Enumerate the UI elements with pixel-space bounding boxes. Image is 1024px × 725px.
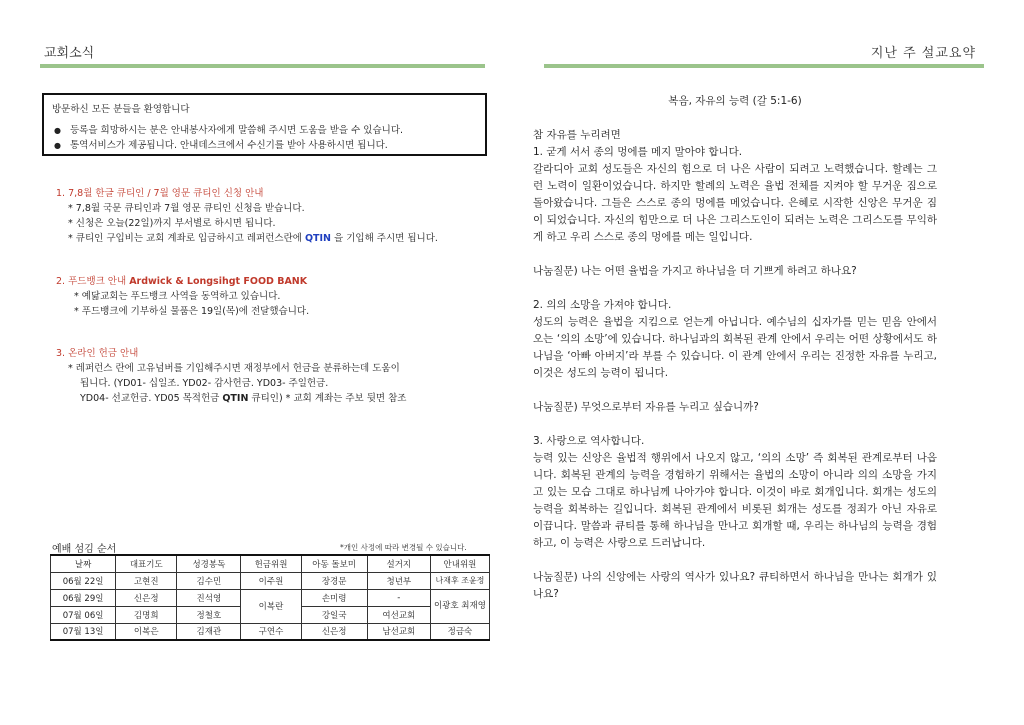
header-rule-left [40,64,485,68]
schedule-cell: 신은정 [116,589,177,606]
schedule-row [51,572,490,589]
schedule-cell: 07월 06일 [51,606,116,623]
schedule-note: *개인 사정에 따라 변경될 수 있습니다. [340,543,467,552]
sermon-section-heading: 2. 의의 소망을 가져야 합니다. [533,299,672,311]
header-right-title: 지난 주 설교요약 [870,46,976,61]
notice-qtin [56,186,496,246]
header-rule-right [544,64,984,68]
sermon-title: 복음, 자유의 능력 (갈 5:1-6) [668,95,802,107]
qtin-code: QTIN [222,393,249,404]
notice-qtin-line-text: 을 기입해 주시면 됩니다. [331,233,438,244]
schedule-cell: 신은정 [301,623,367,640]
welcome-item: ● 등록을 희망하시는 분은 안내봉사자에게 말씀해 주시면 도움을 받을 수 있습니다. [52,123,477,138]
schedule-cell: 정철호 [177,606,241,623]
sermon-section-heading: 1. 굳게 서서 종의 멍에를 메지 말아야 합니다. [533,146,743,158]
schedule-cell: 이복란 [241,589,301,623]
notice-online-line: * 레퍼런스 란에 고유넘버를 기입해주시면 재정부에서 헌금을 분류하는데 도움이 [68,363,400,374]
notice-foodbank-title-text: 2. 푸드뱅크 안내 [56,276,130,287]
schedule-cell: 06월 29일 [51,589,116,606]
notice-online-title: 3. 온라인 헌금 안내 [56,348,139,359]
sermon-summary [533,93,937,603]
schedule-cell: - [367,589,430,606]
schedule-header-cell: 헌금위원 [241,555,301,572]
schedule-cell: 이주원 [241,572,301,589]
notice-foodbank [56,274,496,319]
schedule-cell: 진석영 [177,589,241,606]
sermon-section-body: 능력 있는 신앙은 율법적 행위에서 나오지 않고, ‘의의 소망’ 즉 회복된 관계로부터 나옵니다. 회복된 관계의 능력을 경험하기 위해서는 율법의 소망이 아니라 의의 소망을 가지고 있는 모습 그대로 하나님께 나아가야 합니다. 이것이 바로 회개입니다. 회개는 성도의 능력을 회복하는 길입니다. 회복된 관계에서 비롯된 회개는 성도를 정죄가 아닌 자유로 이끕니다. 말씀과 큐티를 통해 하나님을 만나고 회개할 때, 우리는 하나님의 능력을 경험하고, 이 능력은 사랑으로 드러납니다. [533,452,937,549]
notice-online-line [56,391,496,406]
notice-qtin-line: * 7,8월 국문 큐티인과 7월 영문 큐티인 신청을 받습니다. [68,203,305,214]
notice-online-line: 됩니다. (YD01- 십일조. YD02- 감사헌금. YD03- 주일헌금. [80,378,329,389]
schedule-cell: 이복은 [116,623,177,640]
welcome-box [42,93,487,156]
schedule-cell: 07월 13일 [51,623,116,640]
sermon-section-body: 성도의 능력은 율법을 지킴으로 얻는게 아닙니다. 예수님의 십자가를 믿는 믿음 안에서 오는 ‘의의 소망’에 있습니다. 하나님과의 회복된 관계 안에서 우리는 어떤 상황에서도 하나님을 ‘아빠 아버지’라 부를 수 있습니다. 이 관계 안에서 우리는 진정한 자유를 누리고, 이것은 성도의 능력이 됩니다. [533,316,937,379]
schedule-header-cell: 날짜 [51,555,116,572]
schedule-title: 예배 섬김 순서 [52,544,117,555]
sermon-question: 나눔질문) 나는 어떤 율법을 가지고 하나님을 더 기쁘게 하려고 하나요? [533,265,857,277]
schedule-row [51,623,490,640]
notice-online-offering [56,346,496,406]
schedule-header-cell: 안내위원 [430,555,489,572]
schedule-cell: 고현진 [116,572,177,589]
schedule-cell: 김수민 [177,572,241,589]
notice-online-line-text: YD04- 선교헌금. YD05 목적헌금 [80,393,223,404]
schedule-cell: 구연수 [241,623,301,640]
notice-foodbank-line: * 푸드뱅크에 기부하실 물품은 19일(목)에 전달했습니다. [74,306,310,317]
schedule-cell: 김명희 [116,606,177,623]
notice-qtin-line: * 신청은 오늘(22일)까지 부서별로 하시면 됩니다. [68,218,276,229]
foodbank-name: Ardwick & Longsihgt FOOD BANK [129,276,308,287]
sermon-intro: 참 자유를 누리려면 [533,129,621,141]
schedule-cell: 여선교회 [367,606,430,623]
schedule-cell: 손미령 [301,589,367,606]
header-left-title: 교회소식 [44,46,95,61]
sermon-section-heading: 3. 사랑으로 역사합니다. [533,435,645,447]
schedule-cell: 장경문 [301,572,367,589]
schedule-header-cell: 대표기도 [116,555,177,572]
schedule-header-cell: 아동 돌보미 [301,555,367,572]
notice-foodbank-title [56,274,496,289]
sermon-question: 나눔질문) 나의 신앙에는 사랑의 역사가 있나요? 큐티하면서 하나님을 만나는 회개가 있나요? [533,571,937,600]
notice-foodbank-line: * 예닮교회는 푸드뱅크 사역을 동역하고 있습니다. [74,291,281,302]
schedule-header-row [51,555,490,572]
qtin-code: QTIN [304,233,332,244]
schedule-cell: 김재관 [177,623,241,640]
notice-qtin-line-text: * 큐티인 구입비는 교회 계좌로 입금하시고 레퍼런스란에 [68,233,305,244]
welcome-item: ● 통역서비스가 제공됩니다. 안내데스크에서 수신기를 받아 사용하시면 됩니다. [52,138,477,153]
schedule-cell: 나재후 조윤정 [430,572,489,589]
schedule-cell: 06월 22일 [51,572,116,589]
sermon-question: 나눔질문) 무엇으로부터 자유를 누리고 싶습니까? [533,401,759,413]
schedule-cell: 강일국 [301,606,367,623]
schedule-header-cell: 설거지 [367,555,430,572]
notice-online-line-text: 큐티인) * 교회 계좌는 주보 뒷면 참조 [248,393,407,404]
schedule-table [50,554,490,641]
schedule-header-cell: 성경봉독 [177,555,241,572]
welcome-list [52,123,477,153]
schedule-cell: 청년부 [367,572,430,589]
notice-qtin-title: 1. 7,8월 한글 큐티인 / 7월 영문 큐티인 신청 안내 [56,188,264,199]
schedule-cell: 남선교회 [367,623,430,640]
schedule-cell: 이광호 최재영 [430,589,489,623]
welcome-heading: 방문하신 모든 분들을 환영합니다 [52,104,190,115]
notice-qtin-line [56,231,496,246]
schedule-cell: 정금숙 [430,623,489,640]
schedule-row [51,589,490,606]
sermon-section-body: 갈라디아 교회 성도들은 자신의 힘으로 더 나은 사람이 되려고 노력했습니다. 할례는 그런 노력이 일환이었습니다. 하지만 할례의 노력은 율법 전체를 지켜야 할 무거운 짐으로 돌아왔습니다. 그들은 스스로 종의 멍에를 메었습니다. 은혜로 시작한 신앙은 무거운 짐이 되었습니다. 자신의 힘만으로 더 나은 그리스도인이 되려는 노력은 그리스도를 무익하게 하고 우리 스스로 종의 멍에를 메는 일입니다. [533,163,937,243]
